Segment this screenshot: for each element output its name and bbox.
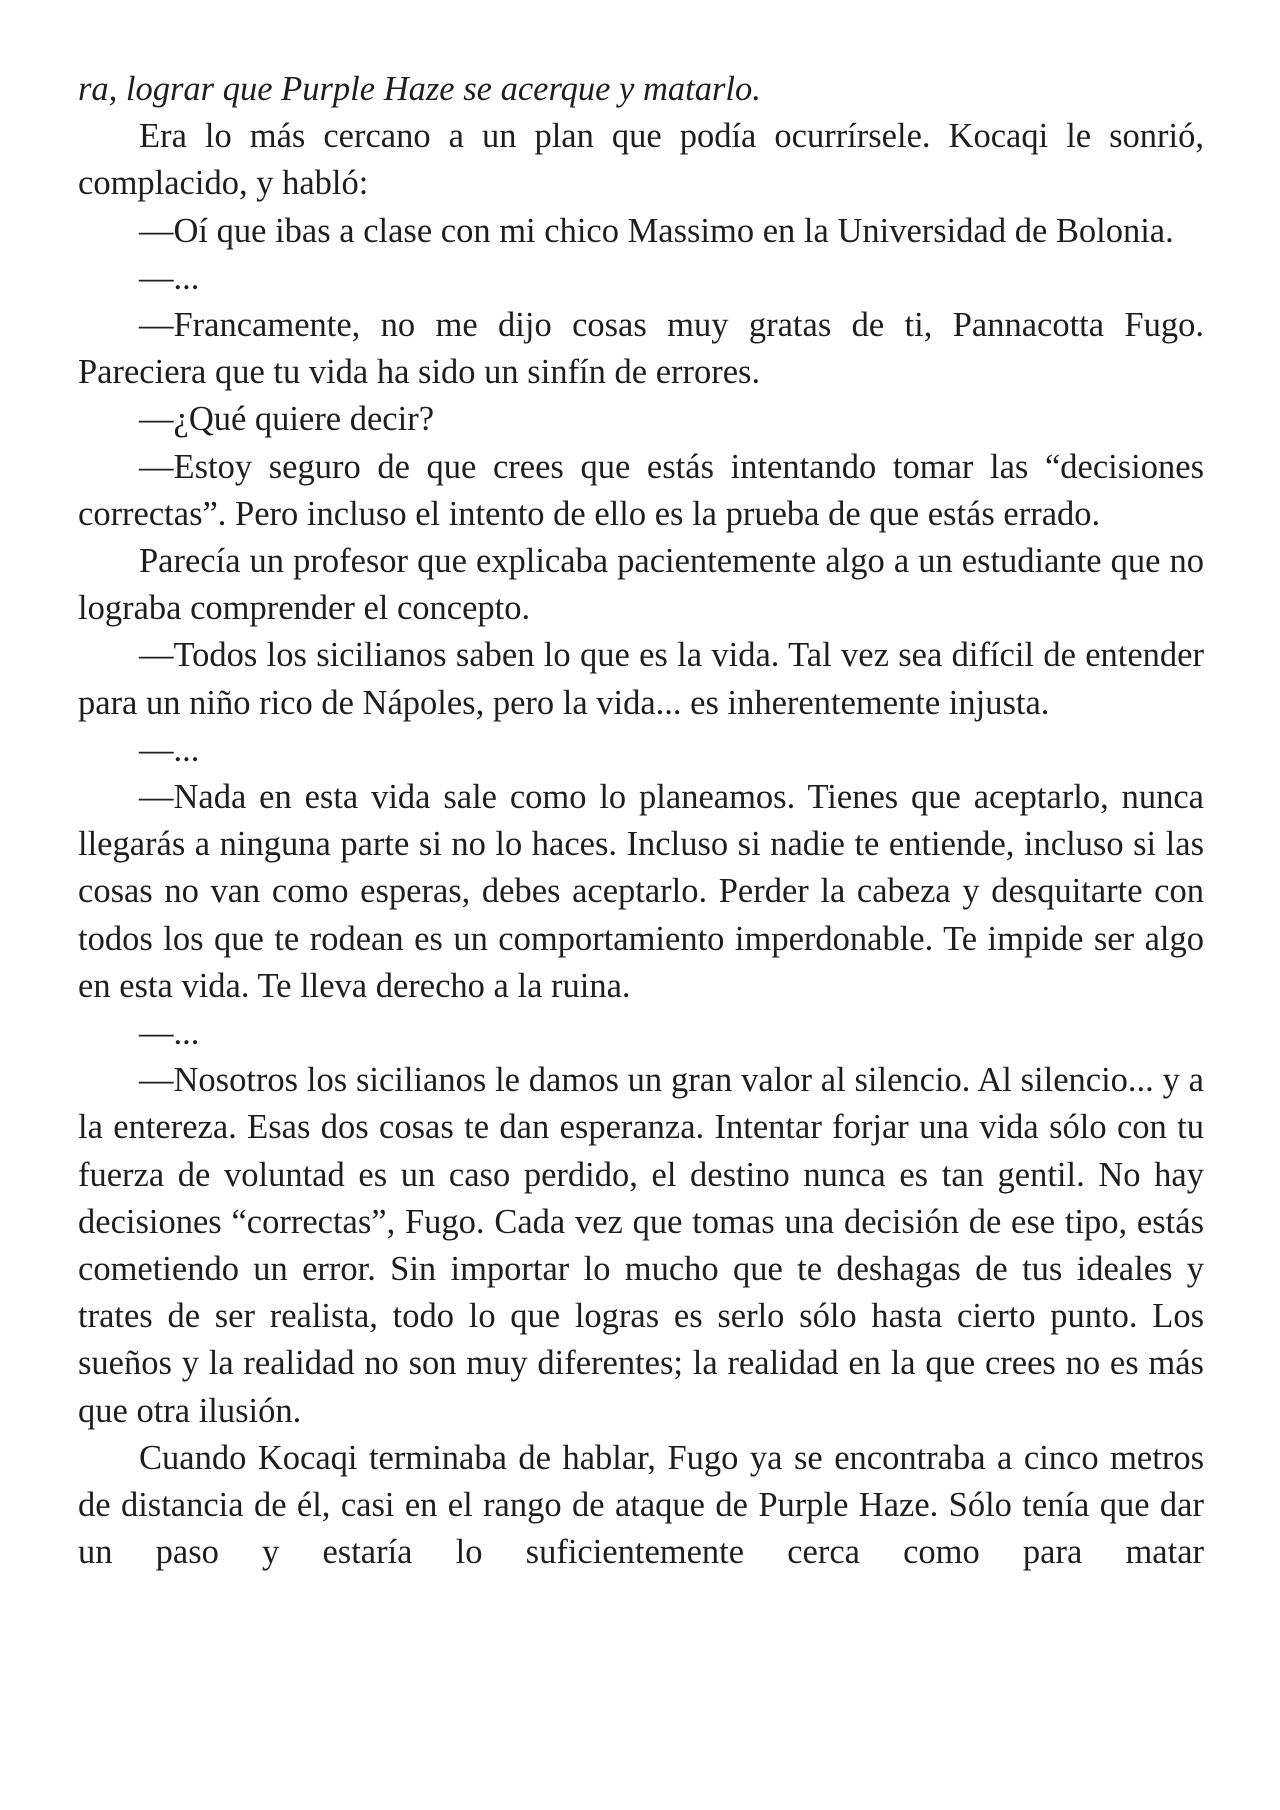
dialogue-line: —Todos los sicilianos saben lo que es la vida. Tal vez sea difícil de entender para un niño rico de Nápoles, pero la vida... es inherentemente injusta. [78,636,1204,722]
dialogue-line: —... [139,1014,200,1053]
dialogue-line: —... [139,258,200,297]
paragraph-continuation: ra, lograr que Purple Haze se acerque y matarlo. [78,70,761,108]
paragraph: Parecía un profesor que explicaba pacientemente algo a un estudiante que no lograba comprender el concepto. [78,542,1204,628]
paragraph: Era lo más cercano a un plan que podía ocurrírsele. Kocaqi le sonrió, complacido, y habló: [78,117,1204,203]
dialogue-line: —Nosotros los sicilianos le damos un gran valor al silencio. Al silencio... y a la entereza. Esas dos cosas te dan esperanza. Intentar forjar una vida sólo con tu fuerza de voluntad es un caso perdido, el destino nunca es tan gentil. No hay decisiones “correctas”, Fugo. Cada vez que tomas una decisión de ese tipo, estás cometiendo un error. Sin importar lo mucho que te deshagas de tus ideales y trates de ser realista, todo lo que logras es serlo sólo hasta cierto punto. Los sueños y la realidad no son muy diferentes; la realidad en la que crees no es más que otra ilusión. [78,1061,1204,1430]
dialogue-line: —... [139,730,200,769]
book-page [78,66,1204,1577]
dialogue-line: —Nada en esta vida sale como lo planeamos. Tienes que aceptarlo, nunca llegarás a ninguna parte si no lo haces. Incluso si nadie te entiende, incluso si las cosas no van como esperas, debes aceptarlo. Perder la cabeza y desquitarte con todos los que te rodean es un comportamiento imperdonable. Te impide ser algo en esta vida. Te lleva derecho a la ruina. [78,778,1204,1005]
dialogue-line: —Oí que ibas a clase con mi chico Massimo en la Universidad de Bolonia. [139,211,1174,250]
paragraph-last: Cuando Kocaqi terminaba de hablar, Fugo ya se encontraba a cinco metros de distancia de él, casi en el rango de ataque de Purple Haze. Sólo tenía que dar un paso y estaría lo suficientemente cerca como para matar [78,1438,1204,1572]
dialogue-line: —Francamente, no me dijo cosas muy gratas de ti, Pannacotta Fugo. Pareciera que tu vida ha sido un sinfín de errores. [78,306,1204,392]
dialogue-line: —¿Qué quiere decir? [139,400,435,439]
dialogue-line: —Estoy seguro de que crees que estás intentando tomar las “decisiones correctas”. Pero incluso el intento de ello es la prueba de que estás errado. [78,447,1204,533]
